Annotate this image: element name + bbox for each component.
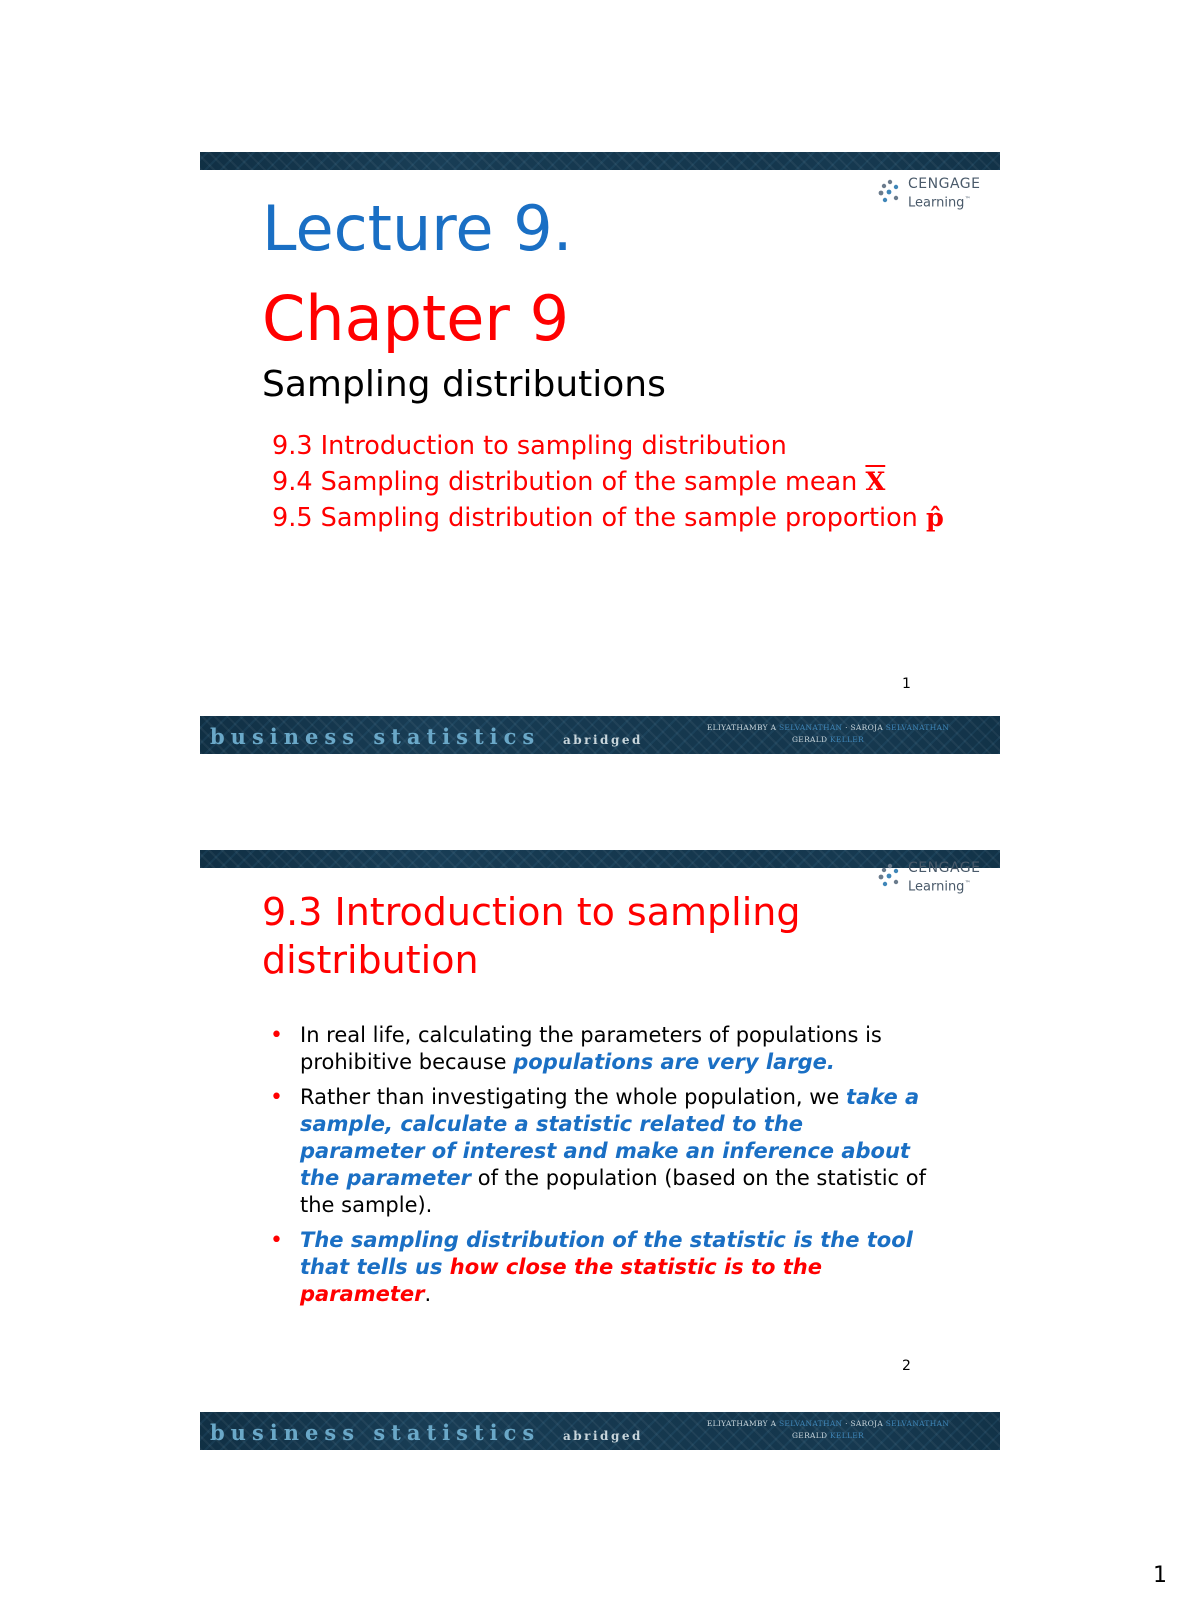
emphasis-text: take a sample, calculate a statistic related to the parameter of interest and make an inference about the parameter bbox=[300, 1085, 920, 1190]
logo-line2: Learning bbox=[908, 195, 965, 211]
sample-proportion-symbol: p̂ bbox=[925, 503, 944, 533]
logo-line2: Learning bbox=[908, 879, 965, 895]
slide-1 bbox=[200, 152, 1000, 754]
footer-book-title: business statistics bbox=[210, 724, 541, 749]
chapter-title: Chapter 9 bbox=[262, 282, 570, 355]
footer-book-title: business statistics bbox=[210, 1420, 541, 1445]
emphasis-text: The sampling distribution of the statistic is the tool that tells us bbox=[300, 1228, 913, 1279]
emphasis-text-red: how close the statistic is to the parameter bbox=[300, 1255, 822, 1306]
bullet-item: • Rather than investigating the whole population, we take a sample, calculate a statistic related to the parameter of interest and make an inference about the parameter of the population (based on the statistic of the sample). bbox=[270, 1085, 927, 1217]
bullet-item: • The sampling distribution of the statistic is the tool that tells us how close the statistic is to the parameter. bbox=[270, 1228, 913, 1306]
topic-list bbox=[272, 428, 952, 536]
footer-authors: ELIYATHAMBY A SELVANATHAN · SAROJA SELVANATHAN GERALD KELLER bbox=[706, 1419, 950, 1440]
footer-authors: ELIYATHAMBY A SELVANATHAN · SAROJA SELVANATHAN GERALD KELLER bbox=[706, 723, 950, 744]
logo-line1: CENGAGE bbox=[908, 176, 981, 192]
sample-mean-symbol: $\overline{X}$ bbox=[865, 467, 886, 497]
bullet-icon: • bbox=[270, 1228, 283, 1253]
section-title: 9.3 Introduction to sampling distribution bbox=[262, 890, 801, 982]
topic-item: 9.3 Introduction to sampling distribution bbox=[272, 431, 787, 461]
bullet-list bbox=[270, 1022, 930, 1316]
logo-line1: CENGAGE bbox=[908, 860, 981, 876]
chapter-subtitle: Sampling distributions bbox=[262, 364, 666, 405]
cengage-dots-icon bbox=[876, 862, 902, 890]
topic-item: 9.4 Sampling distribution of the sample mean $\overline{X}$ bbox=[272, 467, 886, 497]
lecture-title: Lecture 9. bbox=[262, 192, 573, 265]
cengage-logo bbox=[876, 860, 996, 896]
footer-book-subtitle: abridged bbox=[563, 1429, 643, 1443]
slide-page-number: 1 bbox=[902, 676, 911, 692]
slide-footer-band bbox=[200, 716, 1000, 754]
emphasis-text: populations are very large. bbox=[513, 1050, 835, 1074]
slide-header-band bbox=[200, 152, 1000, 170]
bullet-icon: • bbox=[270, 1085, 283, 1110]
topic-item: 9.5 Sampling distribution of the sample proportion p̂ bbox=[272, 503, 944, 533]
slide-page-number: 2 bbox=[902, 1358, 911, 1374]
logo-trademark: ™ bbox=[964, 880, 971, 887]
document-page-number: 1 bbox=[1153, 1563, 1167, 1588]
slide-footer-band bbox=[200, 1412, 1000, 1450]
footer-book-subtitle: abridged bbox=[563, 733, 643, 747]
bullet-icon: • bbox=[270, 1023, 283, 1048]
logo-trademark: ™ bbox=[964, 196, 971, 203]
bullet-item: • In real life, calculating the parameters of populations is prohibitive because populations are very large. bbox=[270, 1023, 882, 1074]
slide-2 bbox=[200, 850, 1000, 1450]
cengage-logo bbox=[876, 176, 996, 212]
cengage-dots-icon bbox=[876, 178, 902, 206]
